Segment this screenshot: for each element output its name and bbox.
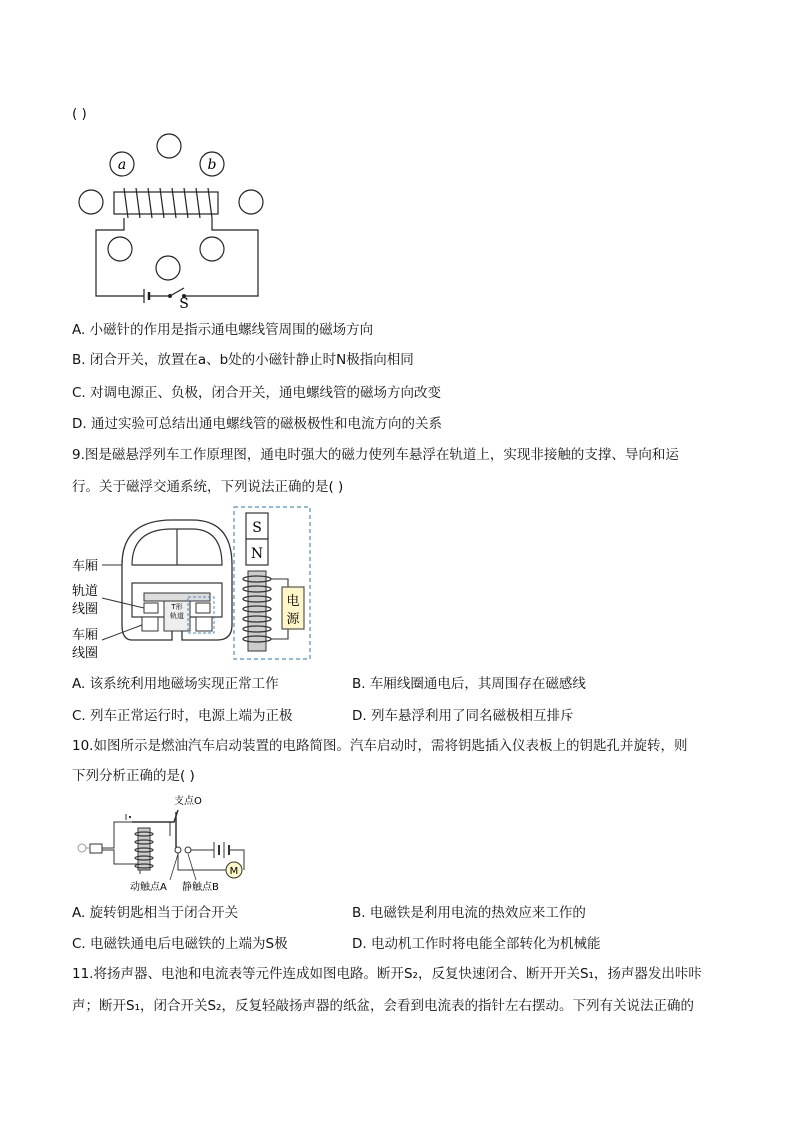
compass-lower-right (200, 237, 224, 261)
q9-option-a: A. 该系统利用地磁场实现正常工作 (72, 676, 279, 692)
q8-solenoid-figure (72, 126, 268, 308)
switch-label-s: S (179, 296, 189, 308)
magnet-n: N (250, 546, 264, 562)
compass-right (239, 190, 263, 214)
t-track-label-2: 轨道 (170, 612, 184, 620)
motor-label: M (229, 866, 239, 877)
q8-answer-paren: ( ) (72, 106, 87, 122)
label-carriage: 车厢 (72, 559, 99, 574)
q10-option-b: B. 电磁铁是利用电流的热效应来工作的 (352, 905, 586, 921)
solenoid-core (114, 192, 218, 214)
label-a: a (117, 157, 127, 173)
pivot-label: 支点O (174, 796, 202, 807)
q8-option-b: B. 闭合开关，放置在a、b处的小磁针静止时N极指向相同 (72, 352, 414, 368)
q8-option-a: A. 小磁针的作用是指示通电螺线管周围的磁场方向 (72, 322, 374, 338)
compass-top (157, 134, 181, 158)
label-carriage-coil-2: 线圈 (72, 646, 99, 661)
static-contact-label: 静触点B (182, 882, 219, 893)
t-track-label-1: T形 (171, 603, 183, 611)
label-b: b (207, 157, 217, 173)
label-track-coil-2: 线圈 (72, 602, 99, 617)
q11-stem-line2: 声；断开S₁，闭合开关S₂，反复轻敲扬声器的纸盆，会看到电流表的指针左右摆动。下列有关说法正确的 (72, 998, 694, 1014)
q10-stem-line2: 下列分析正确的是( ) (72, 768, 195, 784)
q10-stem-line1: 10.如图所示是燃油汽车启动装置的电路简图。汽车启动时，需将钥匙插入仪表板上的钥匙孔并旋转，则 (72, 738, 688, 754)
label-track-coil-1: 轨道 (72, 584, 99, 599)
moving-contact-label: 动触点A (130, 882, 167, 893)
q9-option-b: B. 车厢线圈通电后，其周围存在磁感线 (352, 676, 586, 692)
q10-option-d: D. 电动机工作时将电能全部转化为机械能 (352, 936, 601, 952)
q10-option-c: C. 电磁铁通电后电磁铁的上端为S极 (72, 936, 288, 952)
q10-starter-figure (74, 792, 254, 896)
label-carriage-coil-1: 车厢 (72, 628, 99, 643)
q8-option-c: C. 对调电源正、负极，闭合开关，通电螺线管的磁场方向改变 (72, 385, 442, 401)
q9-option-d: D. 列车悬浮利用了同名磁极相互排斥 (352, 708, 574, 724)
power-label-1: 电 (286, 594, 300, 609)
magnet-s: S (252, 520, 262, 536)
compass-bottom (156, 256, 180, 280)
q11-stem-line1: 11.将扬声器、电池和电流表等元件连成如图电路。断开S₂，反复快速闭合、断开开关S₁，扬声器发出咔咔 (72, 966, 702, 982)
q10-option-a: A. 旋转钥匙相当于闭合开关 (72, 905, 239, 921)
q9-stem-line1: 9.图是磁悬浮列车工作原理图，通电时强大的磁力使列车悬浮在轨道上，实现非接触的支撑、导向和运 (72, 447, 679, 463)
power-label-2: 源 (286, 612, 300, 627)
q9-maglev-figure (72, 505, 322, 665)
compass-lower-left (108, 237, 132, 261)
q9-option-c: C. 列车正常运行时，电源上端为正极 (72, 708, 293, 724)
compass-left (79, 190, 103, 214)
q8-option-d: D. 通过实验可总结出通电螺线管的磁极极性和电流方向的关系 (72, 416, 442, 432)
q9-stem-line2: 行。关于磁浮交通系统，下列说法正确的是( ) (72, 479, 344, 495)
